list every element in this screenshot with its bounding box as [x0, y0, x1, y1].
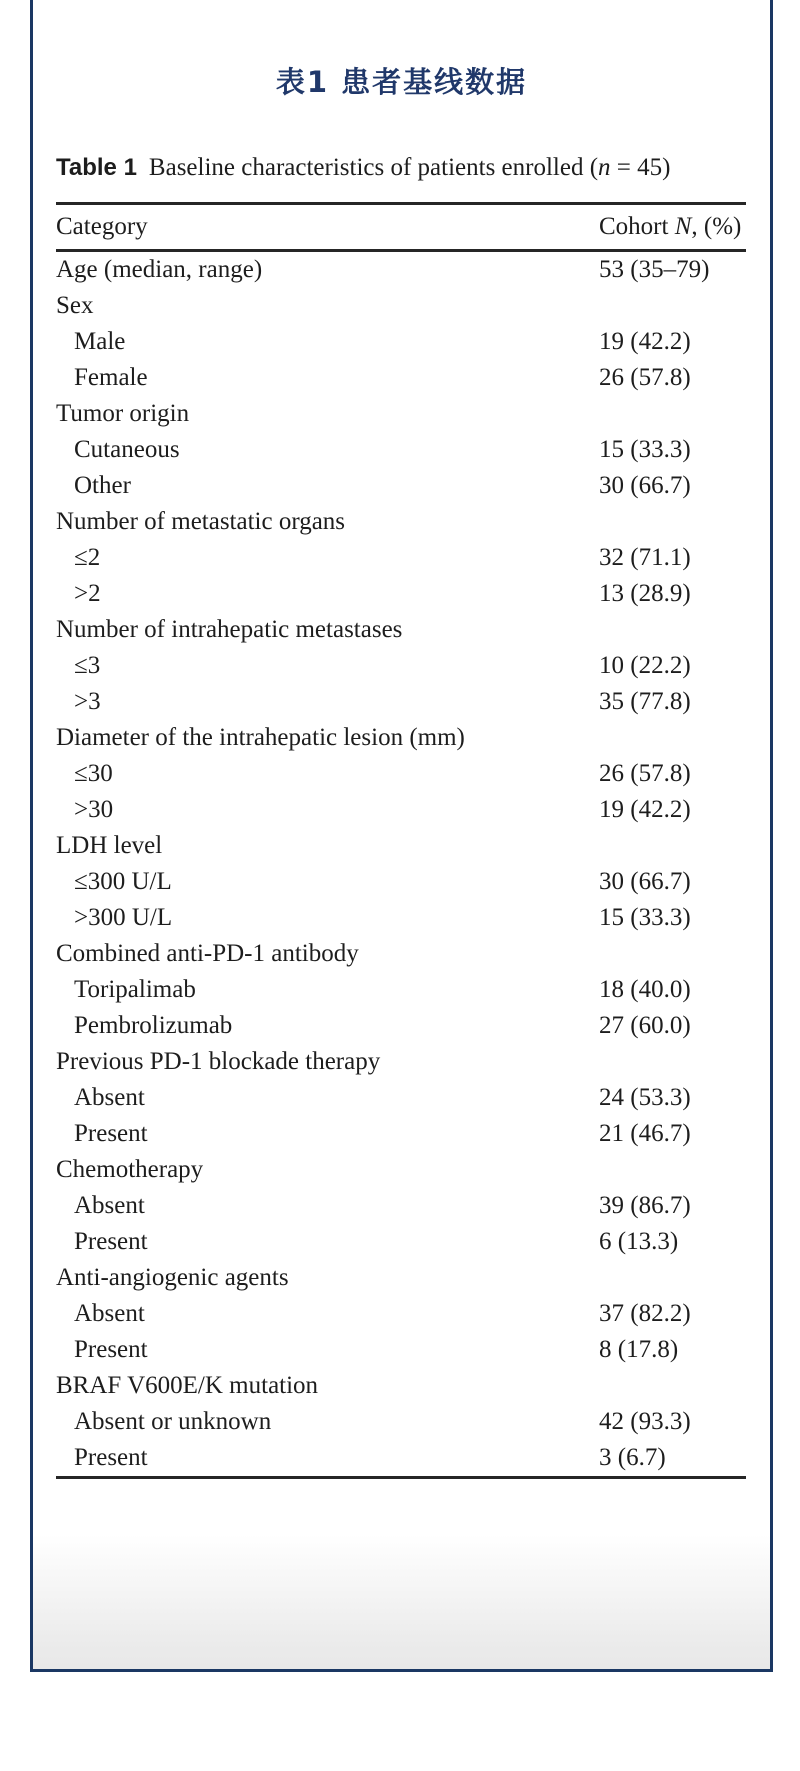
row-value: 39 (86.7): [599, 1192, 691, 1219]
row-value: 19 (42.2): [599, 328, 691, 355]
row-value: 42 (93.3): [599, 1408, 691, 1435]
column-header-cohort-text-end: , (%): [691, 213, 742, 240]
table-row: [56, 900, 746, 936]
row-value: 13 (28.9): [599, 580, 691, 607]
row-value: 3 (6.7): [599, 1444, 666, 1471]
row-label: Absent: [74, 1192, 145, 1219]
row-label: LDH level: [56, 832, 163, 859]
table-row: [56, 684, 746, 720]
row-label: Anti-angiogenic agents: [56, 1264, 289, 1291]
row-label: Number of metastatic organs: [56, 508, 346, 535]
table-row: [56, 1116, 746, 1152]
row-label: Sex: [56, 292, 94, 319]
row-value: 27 (60.0): [599, 1012, 691, 1039]
table-caption-text: Baseline characteristics of patients enrolled (: [148, 154, 599, 181]
table-row: [56, 1404, 746, 1440]
row-label: Pembrolizumab: [74, 1012, 233, 1039]
table-row: [56, 540, 746, 576]
row-value: [599, 396, 746, 432]
table-row: [56, 828, 746, 864]
baseline-characteristics-table: [56, 202, 746, 1479]
table-row: [56, 936, 746, 972]
row-value: 15 (33.3): [599, 904, 691, 931]
row-value: 18 (40.0): [599, 976, 691, 1003]
table-header-row: [56, 205, 746, 252]
row-value: [599, 1152, 746, 1188]
row-value: 19 (42.2): [599, 796, 691, 823]
table-row: [56, 1296, 746, 1332]
row-value: 35 (77.8): [599, 688, 691, 715]
row-value: [599, 288, 746, 324]
table-row: [56, 324, 746, 360]
row-label: ≤30: [74, 760, 113, 787]
row-label: Toripalimab: [74, 976, 196, 1003]
row-value: [599, 504, 746, 540]
row-value: 30 (66.7): [599, 868, 691, 895]
row-label: ≤2: [74, 544, 101, 571]
table-row: [56, 288, 746, 324]
row-label: Other: [74, 472, 131, 499]
row-value: [599, 720, 746, 756]
table-caption-label: Table 1: [56, 154, 137, 181]
row-label: Tumor origin: [56, 400, 190, 427]
table-row: [56, 1332, 746, 1368]
column-header-cohort-n-var: N: [674, 213, 692, 240]
row-label: Present: [74, 1228, 148, 1255]
table-row: [56, 1188, 746, 1224]
row-label: >3: [74, 688, 101, 715]
row-label: Male: [74, 328, 126, 355]
table-caption-n-var: n: [598, 154, 611, 181]
row-value: [599, 828, 746, 864]
table-row: [56, 1152, 746, 1188]
column-header-cohort: [599, 205, 746, 249]
table-row: [56, 1260, 746, 1296]
row-value: 10 (22.2): [599, 652, 691, 679]
table-row: [56, 252, 746, 288]
row-label: >2: [74, 580, 101, 607]
row-value: 15 (33.3): [599, 436, 691, 463]
row-label: Absent: [74, 1084, 145, 1111]
table-title-cn: 表1 患者基线数据: [275, 65, 528, 99]
table-row: [56, 612, 746, 648]
row-value: 24 (53.3): [599, 1084, 691, 1111]
column-header-category: Category: [56, 213, 148, 240]
column-header-cohort-text: Cohort: [599, 213, 675, 240]
row-label: Absent: [74, 1300, 145, 1327]
row-label: >300 U/L: [74, 904, 173, 931]
row-value: 37 (82.2): [599, 1300, 691, 1327]
row-value: [599, 1368, 746, 1404]
row-value: 8 (17.8): [599, 1336, 679, 1363]
row-label: Absent or unknown: [74, 1408, 272, 1435]
table-row: [56, 1080, 746, 1116]
content-card: [30, 0, 773, 1672]
row-label: Present: [74, 1120, 148, 1147]
row-value: [599, 1260, 746, 1296]
row-value: 21 (46.7): [599, 1120, 691, 1147]
row-label: ≤300 U/L: [74, 868, 172, 895]
row-value: [599, 1044, 746, 1080]
table-row: [56, 1224, 746, 1260]
row-value: 53 (35–79): [599, 256, 710, 283]
table-row: [56, 1368, 746, 1404]
table-rows: [56, 252, 746, 1479]
row-label: Chemotherapy: [56, 1156, 204, 1183]
row-label: Present: [74, 1336, 148, 1363]
row-label: Age (median, range): [56, 256, 263, 283]
row-value: 26 (57.8): [599, 364, 691, 391]
row-label: Present: [74, 1444, 148, 1471]
row-value: 26 (57.8): [599, 760, 691, 787]
row-value: [599, 936, 746, 972]
row-label: Cutaneous: [74, 436, 180, 463]
table-row: [56, 468, 746, 504]
row-label: Female: [74, 364, 148, 391]
table-row: [56, 720, 746, 756]
row-label: Diameter of the intrahepatic lesion (mm): [56, 724, 465, 751]
table-row: [56, 360, 746, 396]
table-caption-text-end: = 45): [610, 154, 671, 181]
row-value: 30 (66.7): [599, 472, 691, 499]
row-value: 6 (13.3): [599, 1228, 679, 1255]
row-label: Previous PD-1 blockade therapy: [56, 1048, 381, 1075]
table-row: [56, 864, 746, 900]
table-row: [56, 972, 746, 1008]
row-label: >30: [74, 796, 114, 823]
table-row: [56, 504, 746, 540]
row-label: BRAF V600E/K mutation: [56, 1372, 319, 1399]
row-label: Number of intrahepatic metastases: [56, 616, 403, 643]
row-value: 32 (71.1): [599, 544, 691, 571]
row-value: [599, 612, 746, 648]
table-row: [56, 1008, 746, 1044]
table-row: [56, 576, 746, 612]
row-label: ≤3: [74, 652, 101, 679]
table-row: [56, 1440, 746, 1476]
table-row: [56, 432, 746, 468]
table-row: [56, 648, 746, 684]
table-caption: [56, 150, 746, 186]
table-row: [56, 1044, 746, 1080]
table-row: [56, 792, 746, 828]
table-row: [56, 756, 746, 792]
row-label: Combined anti-PD-1 antibody: [56, 940, 359, 967]
table-row: [56, 396, 746, 432]
